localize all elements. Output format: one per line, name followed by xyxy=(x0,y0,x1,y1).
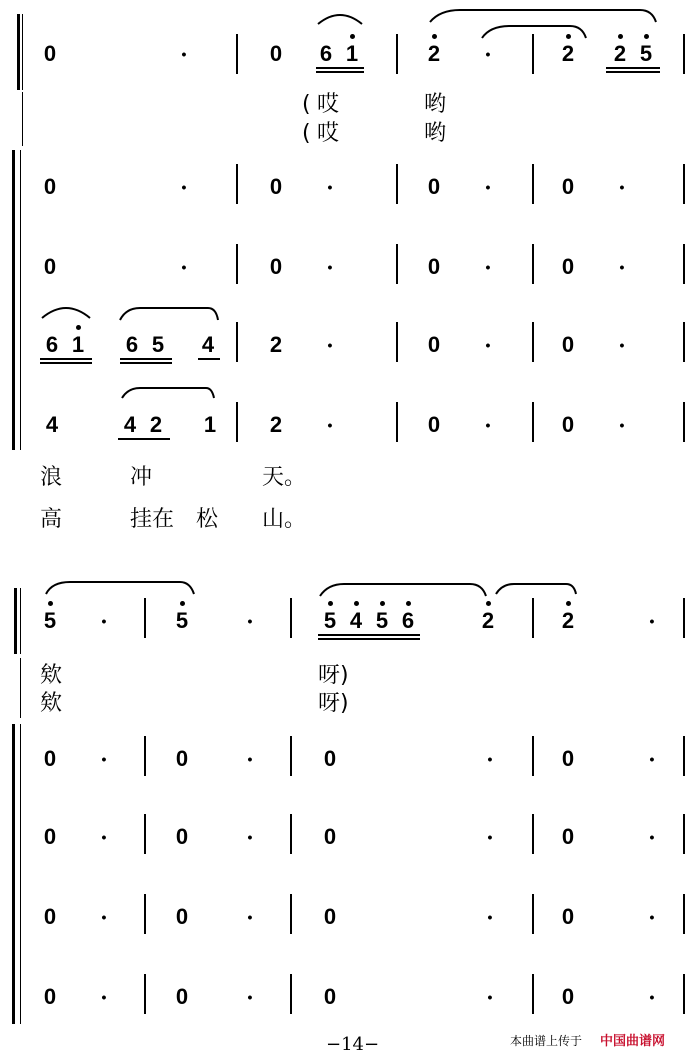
lyric-word: 哟 xyxy=(424,92,447,117)
s1-r1-note: 2 xyxy=(561,41,575,66)
s1-r4-rest: 0 xyxy=(561,332,575,357)
s1-r1-note: 1 xyxy=(345,41,359,66)
s2-r4-dash: • xyxy=(649,909,655,925)
s1-r2-dash: • xyxy=(619,179,625,195)
s2-r4-rest: 0 xyxy=(43,904,57,929)
s1-r4-note: 2 xyxy=(269,332,283,357)
site-logo: 中国曲谱网 xyxy=(600,1034,666,1049)
s1-r2-dash: • xyxy=(327,179,333,195)
verse2-word: 高 xyxy=(40,507,63,532)
s1-r4-note: 6 xyxy=(45,332,59,357)
s2-r3-dash: • xyxy=(487,829,493,845)
lyric-open-paren: ( xyxy=(302,121,311,146)
slur xyxy=(430,10,656,22)
verse2-word: 山。 xyxy=(262,507,307,532)
s2-r2-dash: • xyxy=(101,751,107,767)
slur xyxy=(482,26,586,38)
s1-r2-dash: • xyxy=(181,179,187,195)
s1-r5-rest: 0 xyxy=(427,412,441,437)
lyric-open-paren: ( xyxy=(302,92,311,117)
lyric-word: 欸 xyxy=(40,663,63,688)
s1-r5-note: 4 xyxy=(123,412,137,437)
slur xyxy=(42,308,90,318)
s1-r5-dash: • xyxy=(327,417,333,433)
lyric-word: 欸 xyxy=(40,691,63,716)
s2-r3-rest: 0 xyxy=(175,824,189,849)
s1-r5-note: 4 xyxy=(45,412,59,437)
s2-r3-dash: • xyxy=(247,829,253,845)
s1-r1-note: 0 xyxy=(43,41,57,66)
s1-r2-rest: 0 xyxy=(43,174,57,199)
s1-r3-dash: • xyxy=(485,259,491,275)
s2-r5-rest: 0 xyxy=(561,984,575,1009)
s1-r3-dash: • xyxy=(181,259,187,275)
s1-r1-note: 0 xyxy=(269,41,283,66)
s2-r4-dash: • xyxy=(487,909,493,925)
s2-r1-note: 6 xyxy=(401,608,415,633)
slur xyxy=(120,308,218,320)
s2-r1-note: 2 xyxy=(481,608,495,633)
s1-r4-dash: • xyxy=(485,337,491,353)
lyric-word: 哟 xyxy=(424,121,447,146)
s1-r2-rest: 0 xyxy=(269,174,283,199)
s1-r1-note: 6 xyxy=(319,41,333,66)
s1-r4-dash: • xyxy=(327,337,333,353)
s2-r1-note: 5 xyxy=(43,608,57,633)
s2-r1-note: 2 xyxy=(561,608,575,633)
s2-r4-rest: 0 xyxy=(175,904,189,929)
s2-r3-rest: 0 xyxy=(561,824,575,849)
verse2-word: 松 xyxy=(196,507,219,532)
s2-r4-rest: 0 xyxy=(323,904,337,929)
s1-r3-rest: 0 xyxy=(43,254,57,279)
s1-r4-note: 4 xyxy=(201,332,215,357)
s1-r4-dash: • xyxy=(619,337,625,353)
s2-r2-dash: • xyxy=(649,751,655,767)
s2-r1-note: 5 xyxy=(323,608,337,633)
s2-r5-dash: • xyxy=(101,989,107,1005)
s2-r3-dash: • xyxy=(649,829,655,845)
s1-r1-note: 5 xyxy=(639,41,653,66)
s2-r1-dash: • xyxy=(649,613,655,629)
s2-r2-rest: 0 xyxy=(561,746,575,771)
s2-r5-dash: • xyxy=(247,989,253,1005)
lyric-word: 呀) xyxy=(318,691,349,716)
slur xyxy=(122,388,214,398)
s1-r5-dash: • xyxy=(619,417,625,433)
s2-r1-note: 4 xyxy=(349,608,363,633)
s2-r2-dash: • xyxy=(487,751,493,767)
s1-r5-dash: • xyxy=(485,417,491,433)
verse1-word: 天。 xyxy=(262,465,307,490)
s1-r4-note: 5 xyxy=(151,332,165,357)
s2-r1-dash: • xyxy=(247,613,253,629)
s2-r1-dash: • xyxy=(101,613,107,629)
lyric-word: 呀) xyxy=(318,663,349,688)
s2-r3-rest: 0 xyxy=(43,824,57,849)
s1-r3-dash: • xyxy=(619,259,625,275)
s1-r3-rest: 0 xyxy=(561,254,575,279)
s1-r4-note: 1 xyxy=(71,332,85,357)
s1-r1-note: 2 xyxy=(427,41,441,66)
s2-r5-rest: 0 xyxy=(43,984,57,1009)
s2-r3-dash: • xyxy=(101,829,107,845)
lyric-word: 哎 xyxy=(317,121,340,146)
slur xyxy=(320,584,486,596)
slur xyxy=(46,582,194,594)
s1-r5-note: 2 xyxy=(149,412,163,437)
slur xyxy=(318,15,362,24)
s1-r1-dash: • xyxy=(485,46,491,62)
s1-r3-rest: 0 xyxy=(427,254,441,279)
s2-r5-rest: 0 xyxy=(323,984,337,1009)
s2-r1-note: 5 xyxy=(175,608,189,633)
slur xyxy=(496,584,576,594)
s2-r2-rest: 0 xyxy=(43,746,57,771)
s1-r3-rest: 0 xyxy=(269,254,283,279)
s1-r5-rest: 0 xyxy=(561,412,575,437)
verse1-word: 冲 xyxy=(130,465,153,490)
s2-r4-dash: • xyxy=(101,909,107,925)
upload-note: 本曲谱上传于 xyxy=(510,1034,583,1048)
s1-r4-rest: 0 xyxy=(427,332,441,357)
lyric-word: 哎 xyxy=(317,92,340,117)
s1-r5-note: 2 xyxy=(269,412,283,437)
s2-r2-rest: 0 xyxy=(175,746,189,771)
s1-r1-dash: • xyxy=(181,46,187,62)
s1-r2-dash: • xyxy=(485,179,491,195)
s1-r1-note: 2 xyxy=(613,41,627,66)
s2-r2-rest: 0 xyxy=(323,746,337,771)
s2-r5-dash: • xyxy=(649,989,655,1005)
s1-r2-rest: 0 xyxy=(561,174,575,199)
s1-r3-dash: • xyxy=(327,259,333,275)
s2-r4-rest: 0 xyxy=(561,904,575,929)
s2-r5-rest: 0 xyxy=(175,984,189,1009)
s1-r5-note: 1 xyxy=(203,412,217,437)
s2-r5-dash: • xyxy=(487,989,493,1005)
page-number: −14− xyxy=(326,1034,380,1055)
s2-r3-rest: 0 xyxy=(323,824,337,849)
s1-r2-rest: 0 xyxy=(427,174,441,199)
s1-r4-note: 6 xyxy=(125,332,139,357)
s2-r1-note: 5 xyxy=(375,608,389,633)
verse2-word: 挂在 xyxy=(130,507,175,532)
s2-r4-dash: • xyxy=(247,909,253,925)
verse1-word: 浪 xyxy=(40,465,63,490)
s2-r2-dash: • xyxy=(247,751,253,767)
